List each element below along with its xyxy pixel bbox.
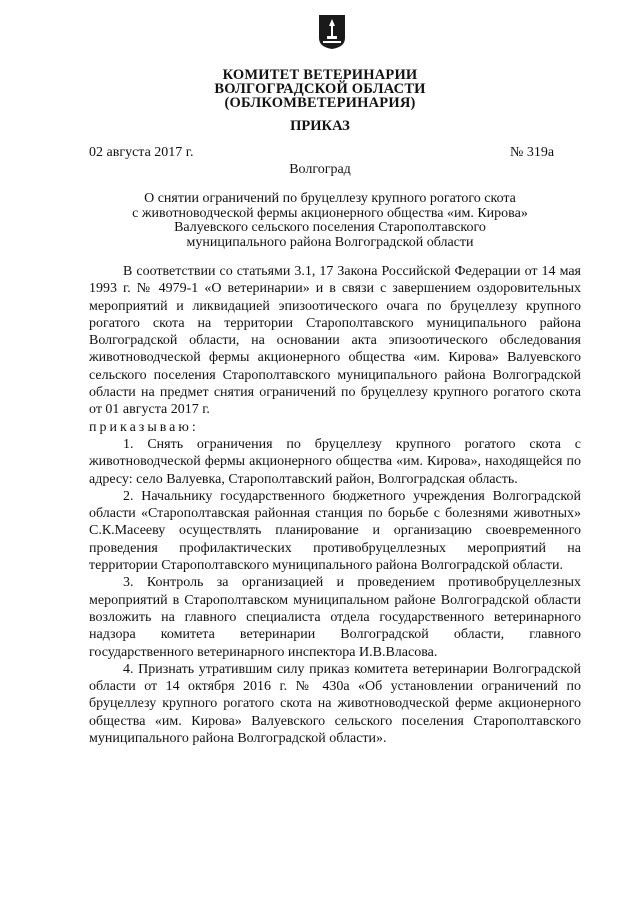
subject-line: муниципального района Волгоградской области: [186, 234, 474, 250]
org-name-line3: (ОБЛКОМВЕТЕРИНАРИЯ): [224, 95, 416, 111]
coat-of-arms-icon: [318, 14, 346, 50]
order-item-1: 1. Снять ограничения по бруцеллезу крупного рогатого скота с животноводческой фермы акционерного общества «им. Кирова», находящейся по адресу: село Валуевка, Старополтавский район, Волгоградская область.: [89, 436, 581, 487]
document-body: [89, 263, 581, 747]
document-title: ПРИКАЗ: [290, 118, 350, 134]
order-item-2: 2. Начальнику государственного бюджетного учреждения Волгоградской области «Старополтавская районная станция по борьбе с болезнями животных» С.К.Масееву осуществлять планирование и организацию своевременного проведения профилактических противобруцеллезных мероприятий на территории Старополтавского муниципального района Волгоградской области.: [89, 488, 581, 574]
document-city: Волгоград: [289, 162, 351, 177]
org-name-line2: ВОЛГОГРАДСКОЙ ОБЛАСТИ: [214, 81, 426, 97]
org-name-line1: КОМИТЕТ ВЕТЕРИНАРИИ: [222, 67, 418, 83]
order-item-3: 3. Контроль за организацией и проведением противобруцеллезных мероприятий в Старополтавском муниципальном районе Волгоградской области возложить на главного специалиста отдела государственного ветеринарного надзора комитета ветеринарии Волгоградской области, главного государственного ветеринарного инспектора И.В.Власова.: [89, 575, 581, 660]
document-date: 02 августа 2017 г.: [89, 145, 194, 160]
subject-line: с животноводческой фермы акционерного общества «им. Кирова»: [132, 205, 528, 221]
order-item-4: 4. Признать утратившим силу приказ комитета ветеринарии Волгоградской области от 14 октября 2016 г. № 430а «Об установлении ограничений по бруцеллезу крупного рогатого скота на животноводческой ферме акционерного общества «им. Кирова» Валуевского сельского поселения Старополтавского муниципального района Волгоградской области».: [89, 661, 581, 747]
document-number: № 319а: [510, 145, 555, 160]
subject-line: Валуевского сельского поселения Старополтавского: [174, 220, 486, 235]
order-word: приказываю:: [89, 419, 199, 435]
preamble-paragraph: В соответствии со статьями 3.1, 17 Закона Российской Федерации от 14 мая 1993 г. № 4979-1 «О ветеринарии» и в связи с завершением оздоровительных мероприятий и ликвидацией эпизоотического очага по бруцеллезу крупного рогатого скота на территории Старополтавского муниципального района Волгоградской области, на основании акта эпизоотического обследования животноводческой фермы акционерного общества «им. Кирова» Валуевского сельского поселения Старополтавского муниципального района Волгоградской области на предмет снятия ограничений по бруцеллезу крупного рогатого скота от 01 августа 2017 г.: [89, 264, 581, 418]
subject-line: О снятии ограничений по бруцеллезу крупного рогатого скота: [144, 191, 516, 206]
document-subject: [80, 192, 580, 250]
